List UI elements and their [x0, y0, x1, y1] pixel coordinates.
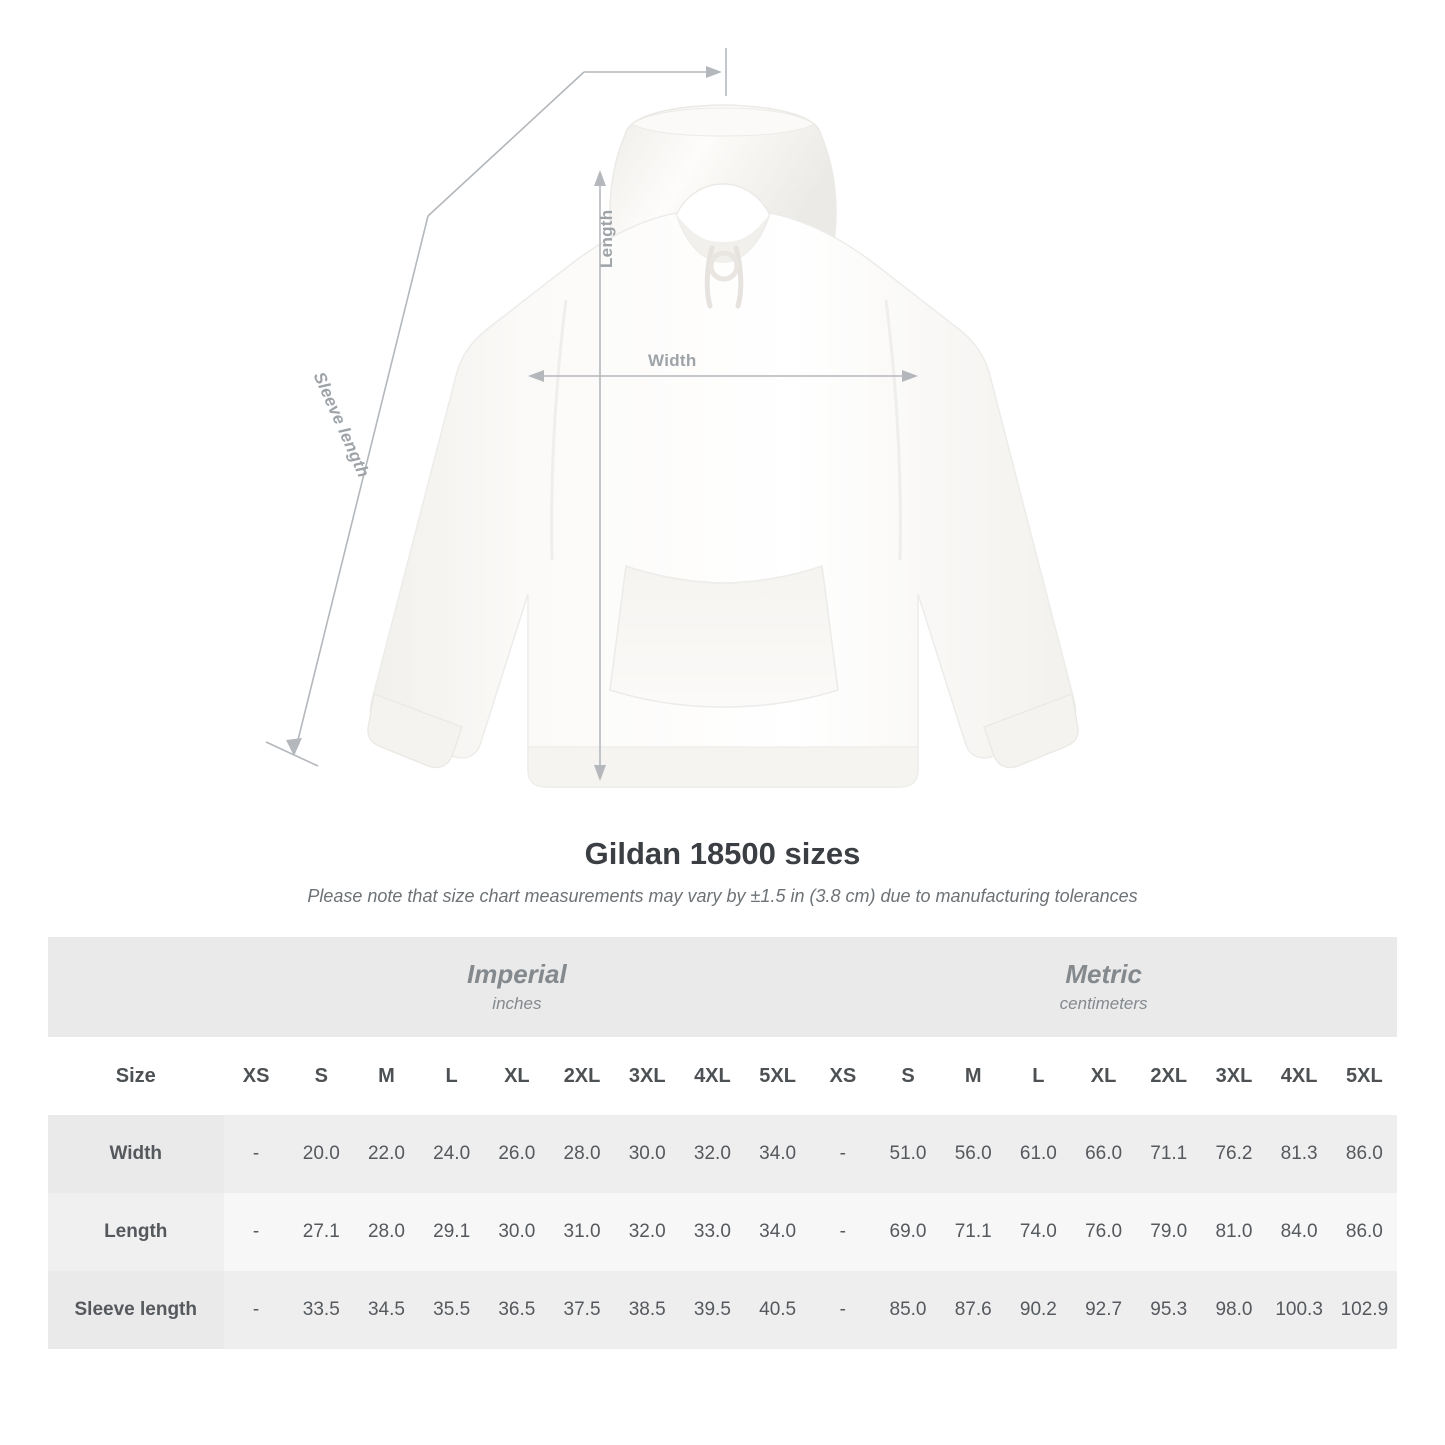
cell-length-metric-4xl: 84.0: [1267, 1193, 1332, 1271]
table-row: [48, 1115, 1397, 1193]
cell-width-metric-l: 61.0: [1006, 1115, 1071, 1193]
cell-length-metric-5xl: 86.0: [1332, 1193, 1397, 1271]
cell-length-metric-s: 69.0: [875, 1193, 940, 1271]
cell-length-imperial-l: 29.1: [419, 1193, 484, 1271]
cell-length-metric-2xl: 79.0: [1136, 1193, 1201, 1271]
size-header-metric-3xl: 3XL: [1201, 1037, 1266, 1115]
page-title: Gildan 18500 sizes: [584, 836, 861, 871]
table-row: [48, 1193, 1397, 1271]
cell-sleeve-metric-4xl: 100.3: [1267, 1271, 1332, 1349]
size-header-metric-2xl: 2XL: [1136, 1037, 1201, 1115]
cell-width-metric-s: 51.0: [875, 1115, 940, 1193]
cell-length-imperial-xl: 30.0: [484, 1193, 549, 1271]
size-header-metric-m: M: [941, 1037, 1006, 1115]
cell-sleeve-imperial-l: 35.5: [419, 1271, 484, 1349]
unit-sub-imperial: inches: [492, 993, 542, 1013]
size-header-metric-s: S: [875, 1037, 940, 1115]
size-header-imperial-xs: XS: [224, 1037, 289, 1115]
cell-length-imperial-m: 28.0: [354, 1193, 419, 1271]
size-header-imperial-5xl: 5XL: [745, 1037, 810, 1115]
size-header-imperial-m: M: [354, 1037, 419, 1115]
cell-length-metric-xl: 76.0: [1071, 1193, 1136, 1271]
size-header-metric-l: L: [1006, 1037, 1071, 1115]
size-header-metric-5xl: 5XL: [1332, 1037, 1397, 1115]
cell-sleeve-metric-2xl: 95.3: [1136, 1271, 1201, 1349]
title-block: [0, 836, 1445, 907]
cell-width-metric-5xl: 86.0: [1332, 1115, 1397, 1193]
cell-sleeve-metric-m: 87.6: [941, 1271, 1006, 1349]
size-header-imperial-s: S: [289, 1037, 354, 1115]
cell-length-imperial-4xl: 33.0: [680, 1193, 745, 1271]
cell-sleeve-metric-3xl: 98.0: [1201, 1271, 1266, 1349]
cell-sleeve-metric-5xl: 102.9: [1332, 1271, 1397, 1349]
cell-width-imperial-xl: 26.0: [484, 1115, 549, 1193]
row-label-length: Length: [48, 1193, 224, 1271]
unit-header-spacer: [48, 937, 224, 1037]
row-label-sleeve-length: Sleeve length: [48, 1271, 224, 1349]
size-header-row: [48, 1037, 1397, 1115]
cell-width-imperial-m: 22.0: [354, 1115, 419, 1193]
size-header-imperial-l: L: [419, 1037, 484, 1115]
cell-sleeve-imperial-3xl: 38.5: [615, 1271, 680, 1349]
size-header-imperial-xl: XL: [484, 1037, 549, 1115]
unit-header-row: [48, 937, 1397, 1037]
cell-sleeve-metric-s: 85.0: [875, 1271, 940, 1349]
unit-sub-metric: centimeters: [1059, 993, 1148, 1013]
cell-sleeve-metric-l: 90.2: [1006, 1271, 1071, 1349]
cell-sleeve-imperial-m: 34.5: [354, 1271, 419, 1349]
size-header-label: Size: [48, 1037, 224, 1115]
cell-width-imperial-xs: -: [224, 1115, 289, 1193]
cell-sleeve-imperial-5xl: 40.5: [745, 1271, 810, 1349]
unit-header-metric: [810, 937, 1397, 1037]
cell-width-imperial-2xl: 28.0: [549, 1115, 614, 1193]
size-header-imperial-2xl: 2XL: [549, 1037, 614, 1115]
size-header-metric-xs: XS: [810, 1037, 875, 1115]
row-label-width: Width: [48, 1115, 224, 1193]
cell-width-metric-3xl: 76.2: [1201, 1115, 1266, 1193]
cell-width-imperial-5xl: 34.0: [745, 1115, 810, 1193]
width-dimension-label: Width: [648, 351, 697, 370]
cell-length-imperial-2xl: 31.0: [549, 1193, 614, 1271]
size-header-imperial-4xl: 4XL: [680, 1037, 745, 1115]
cell-sleeve-imperial-s: 33.5: [289, 1271, 354, 1349]
cell-length-imperial-3xl: 32.0: [615, 1193, 680, 1271]
size-header-metric-4xl: 4XL: [1267, 1037, 1332, 1115]
cell-width-imperial-3xl: 30.0: [615, 1115, 680, 1193]
cell-width-imperial-s: 20.0: [289, 1115, 354, 1193]
cell-length-metric-l: 74.0: [1006, 1193, 1071, 1271]
tolerance-note: Please note that size chart measurements may vary by ±1.5 in (3.8 cm) due to manufacturing tolerances: [307, 886, 1138, 906]
cell-length-imperial-xs: -: [224, 1193, 289, 1271]
unit-name-imperial: Imperial: [467, 959, 567, 989]
cell-width-metric-xl: 66.0: [1071, 1115, 1136, 1193]
cell-length-metric-m: 71.1: [941, 1193, 1006, 1271]
unit-header-imperial: [224, 937, 811, 1037]
cell-sleeve-metric-xs: -: [810, 1271, 875, 1349]
cell-sleeve-imperial-2xl: 37.5: [549, 1271, 614, 1349]
cell-sleeve-imperial-xl: 36.5: [484, 1271, 549, 1349]
cell-length-metric-xs: -: [810, 1193, 875, 1271]
sleeve-length-dimension-label: Sleeve length: [309, 369, 374, 481]
cell-sleeve-metric-xl: 92.7: [1071, 1271, 1136, 1349]
cell-width-imperial-l: 24.0: [419, 1115, 484, 1193]
cell-length-metric-3xl: 81.0: [1201, 1193, 1266, 1271]
length-dimension-label: Length: [597, 209, 616, 268]
cell-sleeve-imperial-4xl: 39.5: [680, 1271, 745, 1349]
cell-width-metric-xs: -: [810, 1115, 875, 1193]
cell-sleeve-imperial-xs: -: [224, 1271, 289, 1349]
size-table: [48, 937, 1397, 1349]
cell-length-imperial-s: 27.1: [289, 1193, 354, 1271]
size-header-metric-xl: XL: [1071, 1037, 1136, 1115]
size-header-imperial-3xl: 3XL: [615, 1037, 680, 1115]
size-table-wrapper: [0, 937, 1445, 1349]
cell-width-imperial-4xl: 32.0: [680, 1115, 745, 1193]
cell-width-metric-4xl: 81.3: [1267, 1115, 1332, 1193]
cell-width-metric-m: 56.0: [941, 1115, 1006, 1193]
cell-width-metric-2xl: 71.1: [1136, 1115, 1201, 1193]
cell-length-imperial-5xl: 34.0: [745, 1193, 810, 1271]
table-row: [48, 1271, 1397, 1349]
unit-name-metric: Metric: [1065, 959, 1142, 989]
